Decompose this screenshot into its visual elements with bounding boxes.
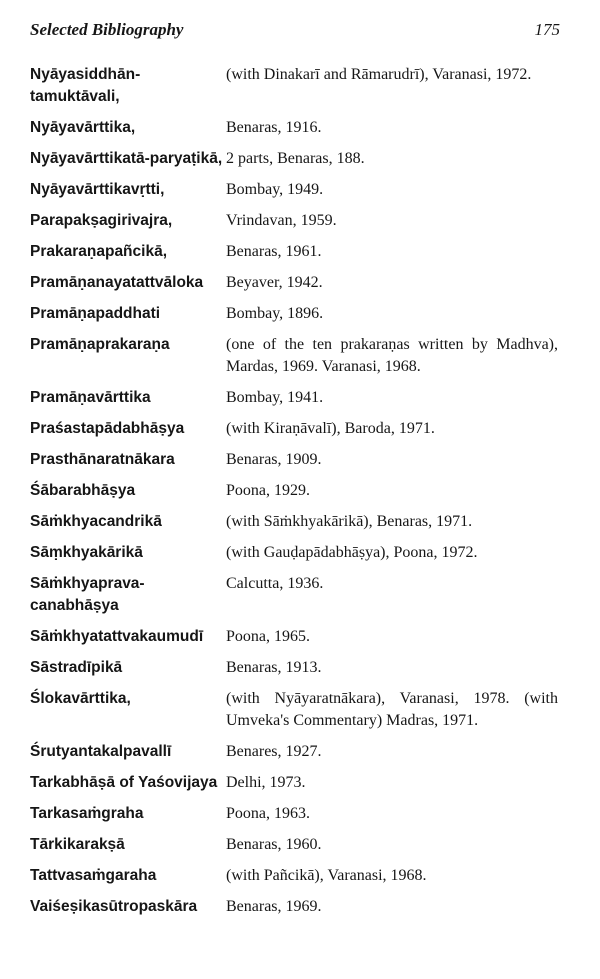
bibliography-entry (30, 865, 558, 887)
entry-details: (with Nyāyaratnākara), Varanasi, 1978. (with Umveka's Commentary) Madras, 1971. (226, 690, 558, 729)
entry-details: (with Dinakarī and Rāmarudrī), Varanasi, 1972. (226, 66, 532, 83)
entry-details: (with Pañcikā), Varanasi, 1968. (226, 867, 427, 884)
entry-title: Tārkikarakṣā (30, 836, 125, 853)
entry-details: Beyaver, 1942. (226, 274, 323, 291)
running-title: Selected Bibliography (30, 20, 184, 39)
page-number: 175 (534, 20, 560, 39)
entry-details: Calcutta, 1936. (226, 575, 324, 592)
entry-details: 2 parts, Benaras, 188. (226, 150, 365, 167)
entry-title: Tarkabhāṣā of Yaśovijaya (30, 774, 218, 791)
bibliography-entry (30, 449, 558, 471)
entry-title: Sāṃkhyakārikā (30, 544, 143, 561)
bibliography-entry (30, 688, 558, 732)
entry-title: Vaiśeṣikasūtropaskāra (30, 898, 198, 915)
entry-title: Pramāṇanayatattvāloka (30, 274, 204, 291)
entry-title: Ślokavārttika, (30, 690, 131, 707)
entry-title: Śrutyantakalpavallī (30, 743, 172, 760)
bibliography-entry (30, 626, 558, 648)
entry-title: Pramāṇavārttika (30, 389, 151, 406)
entry-title: Pramāṇapaddhati (30, 305, 161, 322)
entry-details: Benaras, 1909. (226, 451, 322, 468)
bibliography-entry (30, 241, 558, 263)
bibliography-entry (30, 896, 558, 918)
entry-details: Poona, 1963. (226, 805, 310, 822)
entry-details: Vrindavan, 1959. (226, 212, 337, 229)
entry-title: Śābarabhāṣya (30, 482, 136, 499)
entry-title: Prasthānaratnākara (30, 451, 175, 468)
bibliography-entry (30, 303, 558, 325)
entry-details: Benaras, 1961. (226, 243, 322, 260)
entry-title: Nyāyavārttikatā-paryaṭikā, (30, 150, 223, 167)
entry-details: Delhi, 1973. (226, 774, 306, 791)
bibliography-entry (30, 480, 558, 502)
entry-details: Poona, 1929. (226, 482, 310, 499)
bibliography-entry (30, 179, 558, 201)
entry-details: Benaras, 1916. (226, 119, 322, 136)
bibliography-entry (30, 772, 558, 794)
entry-details: Bombay, 1941. (226, 389, 324, 406)
entry-details: (with Kiraṇāvalī), Baroda, 1971. (226, 420, 435, 437)
entry-details: Poona, 1965. (226, 628, 310, 645)
entry-title: Tarkasaṁgraha (30, 805, 144, 822)
entry-details: Bombay, 1896. (226, 305, 324, 322)
bibliography-entry (30, 657, 558, 679)
bibliography-entry (30, 210, 558, 232)
entry-details: (with Gauḍapādabhāṣya), Poona, 1972. (226, 544, 478, 561)
bibliography-entry (30, 803, 558, 825)
entry-title: Pramāṇaprakaraṇa (30, 336, 170, 353)
bibliography-entry (30, 834, 558, 856)
entry-title: Sāṁkhyatattvakaumudī (30, 628, 204, 645)
entry-title: Prakaraṇapañcikā, (30, 243, 168, 260)
bibliography-entry (30, 64, 558, 108)
entry-details: (with Sāṁkhyakārikā), Benaras, 1971. (226, 513, 473, 530)
entry-title: Tattvasaṁgaraha (30, 867, 157, 884)
entry-title: Sāṁkhyacandrikā (30, 513, 162, 530)
bibliography-entry (30, 148, 558, 170)
entry-details: Benaras, 1913. (226, 659, 322, 676)
entry-title: Nyāyavārttikavṛtti, (30, 181, 165, 198)
bibliography-entry (30, 741, 558, 763)
bibliography-entry (30, 387, 558, 409)
entry-title: Sāstradīpikā (30, 659, 123, 676)
entry-details: Bombay, 1949. (226, 181, 324, 198)
entry-details: Benaras, 1960. (226, 836, 322, 853)
bibliography-entry (30, 542, 558, 564)
entry-details: Benares, 1927. (226, 743, 322, 760)
bibliography-entry (30, 418, 558, 440)
bibliography-entry (30, 511, 558, 533)
entry-title: Sāṁkhyaprava-canabhāṣya (30, 575, 145, 614)
bibliography-list (30, 64, 558, 927)
entry-title: Praśastapādabhāṣya (30, 420, 185, 437)
bibliography-entry (30, 272, 558, 294)
bibliography-entry (30, 573, 558, 617)
entry-title: Nyāyasiddhān-tamuktāvali, (30, 66, 141, 105)
entry-details: (one of the ten prakaraṇas written by Madhva), Mardas, 1969. Varanasi, 1968. (226, 336, 558, 375)
bibliography-entry (30, 334, 558, 378)
entry-title: Nyāyavārttika, (30, 119, 136, 136)
bibliography-entry (30, 117, 558, 139)
entry-title: Parapakṣagirivajra, (30, 212, 173, 229)
entry-details: Benaras, 1969. (226, 898, 322, 915)
